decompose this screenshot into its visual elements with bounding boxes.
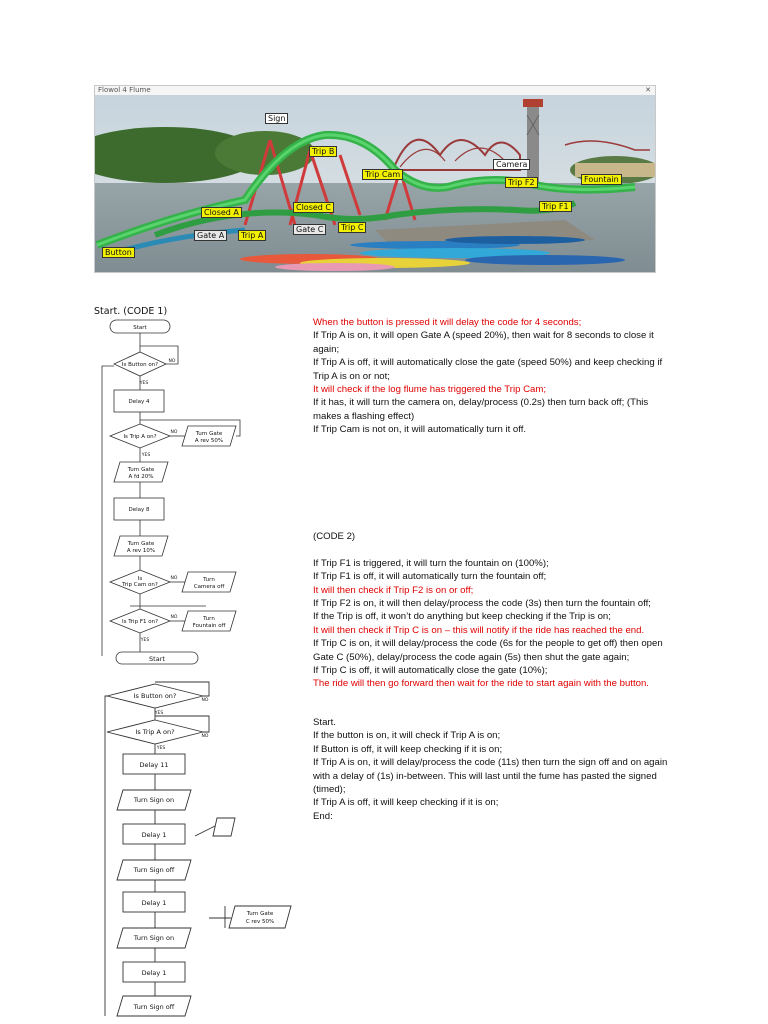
tag-trip-f2: Trip F2 [505, 177, 538, 188]
flow3-trip-a-label: Is Trip A on? [135, 728, 175, 736]
code1-description [313, 316, 662, 437]
flow-gate-rev-2: A rev 50% [194, 438, 224, 444]
flume-screenshot [94, 85, 656, 273]
tag-closed-a: Closed A [201, 207, 242, 218]
flow-trip-a-label: Is Trip A on? [123, 434, 157, 440]
code2-heading: (CODE 2) [313, 531, 356, 542]
flow3-yes-label-2: YES [156, 746, 166, 751]
code3-line: If Trip A is off, it will keep checking if it is on; [313, 797, 499, 809]
tag-gate-a: Gate A [194, 230, 227, 241]
flow-trip-cam-1: Is [137, 576, 143, 582]
flow-no-label-3: NO [170, 576, 178, 581]
flow-yes-label-3: YES [140, 638, 150, 643]
flow3-sign-on-1-label: Turn Sign on [133, 796, 175, 804]
code3-line: End: [313, 810, 333, 822]
flow-delay4-label: Delay 4 [128, 399, 150, 405]
code1-line: makes a flashing effect) [313, 410, 415, 422]
code1-line: It will check if the log flume has triggered the Trip Cam; [313, 384, 547, 396]
flow-button-label: Is Button on? [121, 362, 159, 368]
flow3-delay1b-label: Delay 1 [141, 899, 167, 907]
close-icon[interactable]: ✕ [645, 86, 651, 94]
flow3-delay1c-label: Delay 1 [141, 969, 167, 977]
flow-gate-rev10-1: Turn Gate [127, 541, 155, 547]
code3-description [313, 716, 667, 823]
flow3-delay1a-label: Delay 1 [141, 831, 167, 839]
flow3-sign-off-2-label: Turn Sign off [133, 1003, 175, 1011]
code1-flowchart [90, 316, 260, 666]
code3-line: If Button is off, it will keep checking if it is on; [313, 743, 503, 755]
flow-fountain-off-1: Turn [203, 616, 215, 622]
flow-gate-rev-1: Turn Gate [195, 431, 223, 437]
code1-line: again; [313, 343, 340, 355]
flow3-no-label-2: NO [201, 734, 209, 739]
flow3-delay11-label: Delay 11 [139, 761, 169, 769]
code3-line: If the button is on, it will check if Trip A is on; [313, 730, 501, 742]
flow-start-label: Start [133, 325, 147, 331]
flow-camera-off-2: Camera off [193, 584, 225, 590]
code2-description [313, 530, 663, 691]
code3-line: If Trip A is on, it will delay/process the code (11s) then turn the sign off and on again [313, 757, 668, 769]
spacer [313, 543, 663, 556]
code1-line: If Trip A is on, it will open Gate A (speed 20%), then wait for 8 seconds to close it [313, 330, 654, 342]
code2-line: If Trip C is off, it will automatically close the gate (10%); [313, 665, 548, 677]
flow3-gate-c-1: Turn Gate [246, 911, 274, 917]
code3-flowchart [95, 676, 305, 1021]
flow-no-label-2: NO [170, 430, 178, 435]
tag-trip-f1: Trip F1 [539, 201, 572, 212]
tag-sign: Sign [265, 113, 288, 124]
code2-line: If Trip F1 is off, it will automatically turn the fountain off; [313, 571, 547, 583]
window-title: Flowol 4 Flume [98, 86, 151, 94]
tag-button: Button [102, 247, 135, 258]
tag-trip-cam: Trip Cam [362, 169, 403, 180]
flow3-stub [213, 818, 235, 836]
tag-fountain: Fountain [581, 174, 622, 185]
code1-line: When the button is pressed it will delay the code for 4 seconds; [313, 317, 582, 328]
tag-trip-b: Trip B [309, 146, 337, 157]
code2-line: It will then check if Trip C is on – this will notify if the ride has reached the end. [313, 624, 645, 636]
flow-trip-cam-2: Trip Cam on? [122, 582, 158, 588]
flow-delay8-label: Delay 8 [128, 507, 150, 513]
flow-yes-label: YES [139, 381, 149, 386]
flow-gate-rev10-2: A rev 10% [126, 548, 156, 554]
tag-camera: Camera [493, 159, 530, 170]
code2-line: If Trip F1 is triggered, it will turn the fountain on (100%); [313, 557, 549, 569]
flow-gate-fd-2: A fd 20% [128, 474, 154, 480]
code1-line: Trip A is on or not; [313, 370, 390, 382]
flow3-gate-c-2: C rev 50% [245, 919, 275, 925]
flow-no-label-4: NO [170, 615, 178, 620]
code2-line: If the Trip is off, it won’t do anything but keep checking if the Trip is on; [313, 611, 611, 623]
tag-trip-a: Trip A [238, 230, 266, 241]
flow-fountain-off-2: Fountain off [192, 623, 226, 629]
code2-line: Gate C (50%), delay/process the code again (5s) then shut the gate again; [313, 651, 630, 663]
flow-gate-fd-1: Turn Gate [127, 467, 155, 473]
flow3-no-label: NO [201, 698, 209, 703]
code1-line: If it has, it will turn the camera on, delay/process (0.2s) then turn back off; (This [313, 397, 649, 409]
flow3-sign-on-2-label: Turn Sign on [133, 934, 175, 942]
tag-closed-c: Closed C [293, 202, 334, 213]
flow3-button-label: Is Button on? [133, 692, 177, 700]
window-titlebar [95, 86, 655, 95]
code1-line: If Trip Cam is not on, it will automatically turn it off. [313, 424, 527, 436]
code3-line: with a delay of (1s) in-between. This will last until the fume has pasted the signed [313, 770, 657, 782]
code3-line: (timed); [313, 784, 346, 796]
tag-trip-c: Trip C [338, 222, 366, 233]
flow3-yes-label: YES [154, 711, 164, 716]
flow-no-label: NO [168, 359, 176, 364]
flow-start2-label: Start [149, 655, 165, 663]
code3-line: Start. [313, 717, 336, 728]
code2-line: It will then check if Trip F2 is on or off; [313, 584, 474, 596]
code2-line: If Trip F2 is on, it will then delay/process the code (3s) then turn the fountain off; [313, 598, 651, 610]
code1-line: If Trip A is off, it will automatically close the gate (speed 50%) and keep checking if [313, 357, 663, 369]
code2-line: The ride will then go forward then wait for the ride to start again with the button. [313, 678, 649, 690]
flume-scene [95, 95, 655, 272]
code2-line: If Trip C is on, it will delay/process the code (6s for the people to get off) then open [313, 638, 663, 650]
flow-camera-off-1: Turn [203, 577, 215, 583]
flow-trip-f1-label: Is Trip F1 on? [122, 619, 158, 625]
code1-heading: Start. (CODE 1) [94, 306, 168, 317]
flow-yes-label-2: YES [141, 453, 151, 458]
tag-gate-c: Gate C [293, 224, 326, 235]
flow3-sign-off-1-label: Turn Sign off [133, 866, 175, 874]
